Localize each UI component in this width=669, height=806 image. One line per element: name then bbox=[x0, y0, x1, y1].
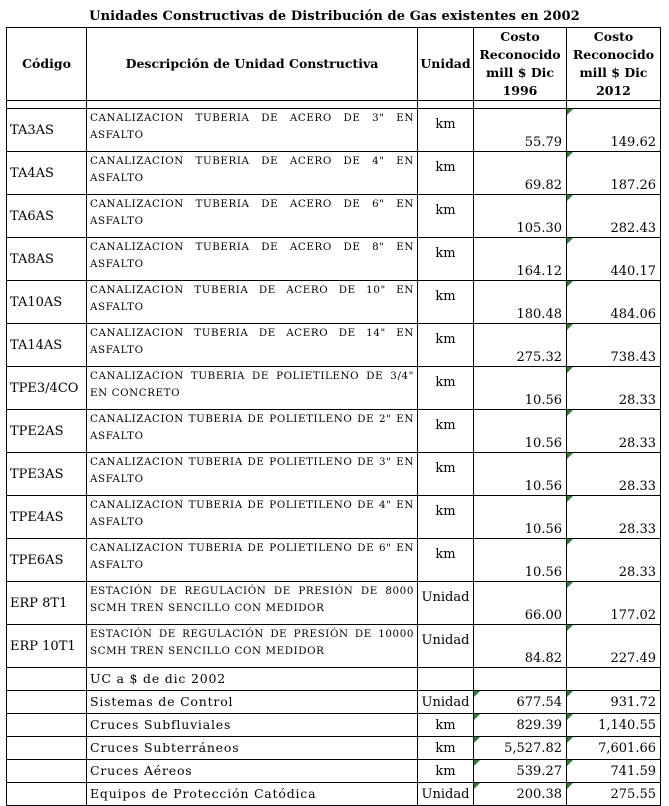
cost-1996-cell: 69.82 bbox=[474, 152, 567, 195]
cost-2012-cell: 741.59 bbox=[567, 760, 661, 783]
spacer-cell bbox=[567, 101, 661, 109]
table-row bbox=[7, 238, 661, 281]
cost-2012-cell: 28.33 bbox=[567, 410, 661, 453]
code-cell: TA4AS bbox=[7, 152, 87, 195]
cost-1996-cell: 275.32 bbox=[474, 324, 567, 367]
table-row bbox=[7, 496, 661, 539]
table-row bbox=[7, 367, 661, 410]
cost-1996-cell: 164.12 bbox=[474, 238, 567, 281]
header-costo-1996-line: 1996 bbox=[502, 83, 538, 98]
table-row bbox=[7, 453, 661, 496]
cost-2012-cell: 738.43 bbox=[567, 324, 661, 367]
table-row bbox=[7, 625, 661, 668]
code-cell: TA14AS bbox=[7, 324, 87, 367]
table-row bbox=[7, 760, 661, 783]
unit-cell bbox=[418, 668, 474, 691]
unit-cell: km bbox=[418, 238, 474, 281]
cost-2012-cell bbox=[567, 668, 661, 691]
unit-cell: km bbox=[418, 714, 474, 737]
description-cell: CANALIZACION TUBERIA DE ACERO DE 14" EN ASFALTO bbox=[87, 324, 418, 367]
unit-cell: Unidad bbox=[418, 783, 474, 806]
spacer-cell bbox=[418, 101, 474, 109]
unit-cell: km bbox=[418, 496, 474, 539]
cost-1996-cell: 10.56 bbox=[474, 539, 567, 582]
cost-1996-cell: 105.30 bbox=[474, 195, 567, 238]
unit-cell: km bbox=[418, 109, 474, 152]
code-cell: TPE3/4CO bbox=[7, 367, 87, 410]
cost-1996-cell: 84.82 bbox=[474, 625, 567, 668]
cost-1996-cell: 200.38 bbox=[474, 783, 567, 806]
unit-cell: km bbox=[418, 410, 474, 453]
cost-1996-cell bbox=[474, 668, 567, 691]
table-row bbox=[7, 539, 661, 582]
cost-2012-cell: 187.26 bbox=[567, 152, 661, 195]
code-cell: TA10AS bbox=[7, 281, 87, 324]
header-costo-2012-line: Costo bbox=[593, 29, 634, 44]
cost-1996-cell: 5,527.82 bbox=[474, 737, 567, 760]
unit-cell: Unidad bbox=[418, 625, 474, 668]
cost-1996-cell: 180.48 bbox=[474, 281, 567, 324]
unit-cell: km bbox=[418, 152, 474, 195]
code-cell: TA6AS bbox=[7, 195, 87, 238]
cost-1996-cell: 10.56 bbox=[474, 496, 567, 539]
cost-2012-cell: 275.55 bbox=[567, 783, 661, 806]
table-row bbox=[7, 281, 661, 324]
cost-2012-cell: 28.33 bbox=[567, 453, 661, 496]
spacer-cell bbox=[474, 101, 567, 109]
cost-2012-cell: 28.33 bbox=[567, 496, 661, 539]
header-codigo: Código bbox=[7, 28, 87, 101]
code-cell: TPE3AS bbox=[7, 453, 87, 496]
cost-2012-cell: 484.06 bbox=[567, 281, 661, 324]
description-cell: ESTACIÓN DE REGULACIÓN DE PRESIÓN DE 10000 SCMH TREN SENCILLO CON MEDIDOR bbox=[87, 625, 418, 668]
description-cell: CANALIZACION TUBERIA DE POLIETILENO DE 4" EN ASFALTO bbox=[87, 496, 418, 539]
code-cell: TA8AS bbox=[7, 238, 87, 281]
description-cell: UC a $ de dic 2002 bbox=[87, 668, 418, 691]
code-cell bbox=[7, 691, 87, 714]
header-costo-2012 bbox=[567, 28, 661, 101]
unit-cell: km bbox=[418, 539, 474, 582]
spacer-row bbox=[7, 101, 661, 109]
unit-cell: km bbox=[418, 281, 474, 324]
code-cell bbox=[7, 760, 87, 783]
description-cell: CANALIZACION TUBERIA DE ACERO DE 4" EN ASFALTO bbox=[87, 152, 418, 195]
table-row bbox=[7, 691, 661, 714]
header-descripcion: Descripción de Unidad Constructiva bbox=[87, 28, 418, 101]
header-costo-1996-line: Reconocido bbox=[479, 47, 561, 62]
cost-1996-cell: 539.27 bbox=[474, 760, 567, 783]
table-row bbox=[7, 152, 661, 195]
description-cell: CANALIZACION TUBERIA DE ACERO DE 6" EN ASFALTO bbox=[87, 195, 418, 238]
unit-cell: km bbox=[418, 453, 474, 496]
cost-1996-cell: 55.79 bbox=[474, 109, 567, 152]
cost-1996-cell: 10.56 bbox=[474, 410, 567, 453]
table-row bbox=[7, 324, 661, 367]
cost-2012-cell: 28.33 bbox=[567, 539, 661, 582]
code-cell: ERP 8T1 bbox=[7, 582, 87, 625]
header-costo-2012-line: 2012 bbox=[596, 83, 631, 98]
table-title: Unidades Constructivas de Distribución de Gas existentes en 2002 bbox=[89, 9, 580, 24]
spacer-cell bbox=[7, 101, 87, 109]
unit-cell: Unidad bbox=[418, 582, 474, 625]
code-cell: ERP 10T1 bbox=[7, 625, 87, 668]
code-cell: TPE4AS bbox=[7, 496, 87, 539]
code-cell: TA3AS bbox=[7, 109, 87, 152]
description-cell: CANALIZACION TUBERIA DE POLIETILENO DE 6" EN ASFALTO bbox=[87, 539, 418, 582]
code-cell bbox=[7, 668, 87, 691]
cost-2012-cell: 177.02 bbox=[567, 582, 661, 625]
unit-cell: km bbox=[418, 195, 474, 238]
cost-2012-cell: 28.33 bbox=[567, 367, 661, 410]
description-cell: CANALIZACION TUBERIA DE ACERO DE 10" EN ASFALTO bbox=[87, 281, 418, 324]
table-row bbox=[7, 783, 661, 806]
cost-2012-cell: 440.17 bbox=[567, 238, 661, 281]
cost-2012-cell: 282.43 bbox=[567, 195, 661, 238]
description-cell: ESTACIÓN DE REGULACIÓN DE PRESIÓN DE 8000 SCMH TREN SENCILLO CON MEDIDOR bbox=[87, 582, 418, 625]
header-costo-2012-line: mill $ Dic bbox=[579, 65, 648, 80]
cost-2012-cell: 7,601.66 bbox=[567, 737, 661, 760]
cost-2012-cell: 931.72 bbox=[567, 691, 661, 714]
cost-1996-cell: 10.56 bbox=[474, 453, 567, 496]
uc-table bbox=[6, 27, 661, 806]
table-row bbox=[7, 195, 661, 238]
spacer-cell bbox=[87, 101, 418, 109]
description-cell: CANALIZACION TUBERIA DE ACERO DE 8" EN ASFALTO bbox=[87, 238, 418, 281]
table-row bbox=[7, 109, 661, 152]
header-costo-1996-line: Costo bbox=[500, 29, 540, 44]
description-cell: Cruces Subfluviales bbox=[87, 714, 418, 737]
cost-2012-cell: 149.62 bbox=[567, 109, 661, 152]
description-cell: CANALIZACION TUBERIA DE POLIETILENO DE 3/4" EN CONCRETO bbox=[87, 367, 418, 410]
unit-cell: Unidad bbox=[418, 691, 474, 714]
code-cell: TPE2AS bbox=[7, 410, 87, 453]
description-cell: Cruces Aéreos bbox=[87, 760, 418, 783]
header-costo-2012-line: Reconocido bbox=[572, 47, 655, 62]
unit-cell: km bbox=[418, 367, 474, 410]
unit-cell: km bbox=[418, 324, 474, 367]
description-cell: Sistemas de Control bbox=[87, 691, 418, 714]
table-row bbox=[7, 737, 661, 760]
description-cell: CANALIZACION TUBERIA DE ACERO DE 3" EN ASFALTO bbox=[87, 109, 418, 152]
cost-1996-cell: 829.39 bbox=[474, 714, 567, 737]
cost-2012-cell: 1,140.55 bbox=[567, 714, 661, 737]
code-cell: TPE6AS bbox=[7, 539, 87, 582]
cost-2012-cell: 227.49 bbox=[567, 625, 661, 668]
cost-1996-cell: 10.56 bbox=[474, 367, 567, 410]
unit-cell: km bbox=[418, 760, 474, 783]
table-row bbox=[7, 668, 661, 691]
header-row bbox=[7, 28, 661, 101]
code-cell bbox=[7, 737, 87, 760]
header-unidad: Unidad bbox=[418, 28, 474, 101]
description-cell: Equipos de Protección Catódica bbox=[87, 783, 418, 806]
cost-1996-cell: 66.00 bbox=[474, 582, 567, 625]
header-costo-1996-line: mill $ Dic bbox=[485, 65, 555, 80]
cost-1996-cell: 677.54 bbox=[474, 691, 567, 714]
unit-cell: km bbox=[418, 737, 474, 760]
description-cell: CANALIZACION TUBERIA DE POLIETILENO DE 2" EN ASFALTO bbox=[87, 410, 418, 453]
code-cell bbox=[7, 783, 87, 806]
header-costo-1996 bbox=[474, 28, 567, 101]
description-cell: Cruces Subterráneos bbox=[87, 737, 418, 760]
description-cell: CANALIZACION TUBERIA DE POLIETILENO DE 3" EN ASFALTO bbox=[87, 453, 418, 496]
table-row bbox=[7, 410, 661, 453]
table-row bbox=[7, 582, 661, 625]
